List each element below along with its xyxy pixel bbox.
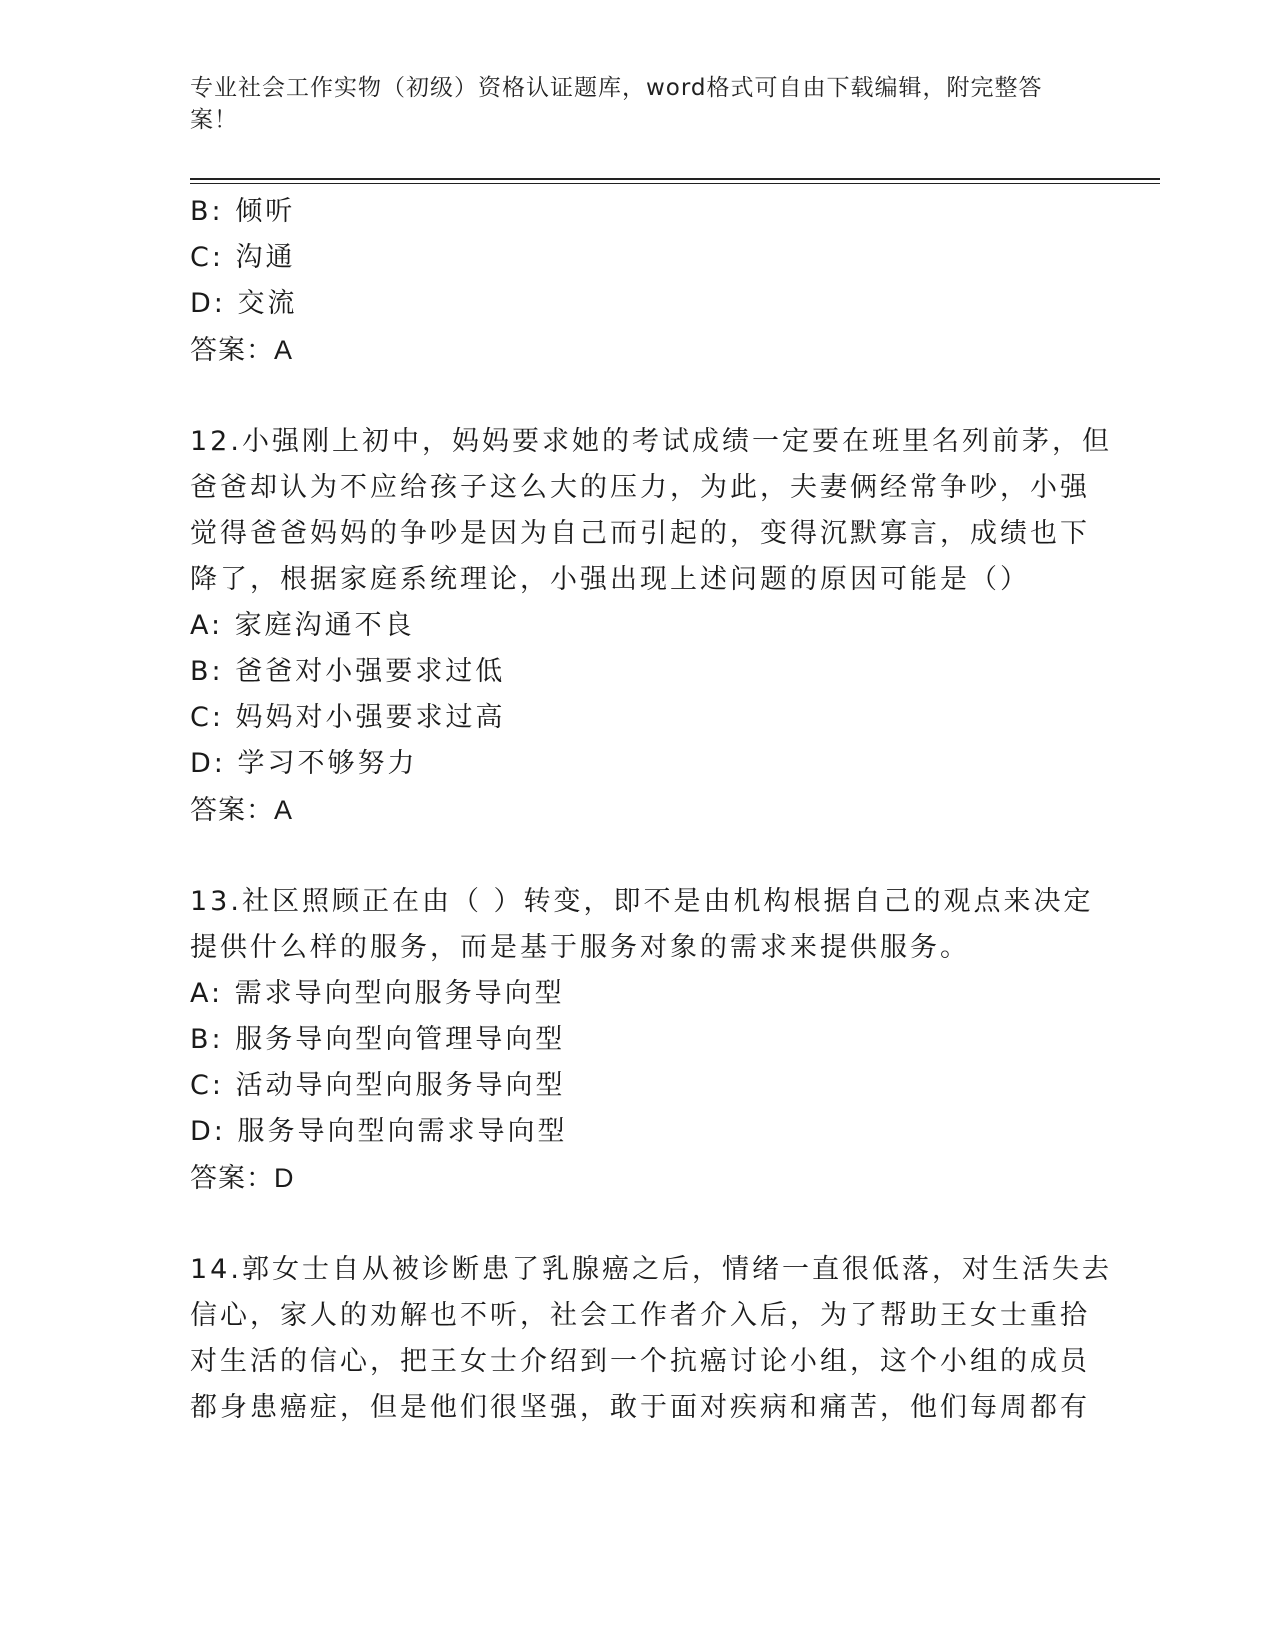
question-14 [190,1247,1112,1431]
option-c: C: 沟通 [190,242,296,273]
question-text-line: 14.郭女士自从被诊断患了乳腺癌之后，情绪一直很低落，对生活失去 [190,1254,1112,1285]
page-header [190,72,1070,136]
option-d: D: 交流 [190,288,298,319]
spacer [190,1201,1090,1247]
question-text-line: 对生活的信心，把王女士介绍到一个抗癌讨论小组，这个小组的成员 [190,1346,1090,1377]
question-11 [190,189,1090,373]
spacer [190,373,1090,419]
document-body [190,189,1112,1431]
question-text-line: 降了，根据家庭系统理论，小强出现上述问题的原因可能是（） [190,564,1030,595]
option-b: B: 倾听 [190,196,296,227]
answer: 答案：D [190,1163,295,1193]
answer: 答案：A [190,335,294,365]
header-divider-thick [190,178,1160,180]
question-text-line: 觉得爸爸妈妈的争吵是因为自己而引起的，变得沉默寡言，成绩也下 [190,518,1090,549]
question-text-line: 都身患癌症，但是他们很坚强，敢于面对疾病和痛苦，他们每周都有 [190,1392,1090,1423]
question-13 [190,879,1094,1201]
header-line-2: 案！ [190,107,238,133]
option-c: C: 活动导向型向服务导向型 [190,1070,566,1101]
header-divider-thin [190,183,1160,184]
option-d: D: 服务导向型向需求导向型 [190,1116,568,1147]
question-text-line: 提供什么样的服务，而是基于服务对象的需求来提供服务。 [190,932,970,963]
header-line-1: 专业社会工作实物（初级）资格认证题库，word格式可自由下载编辑，附完整答 [190,75,1043,101]
option-b: B: 服务导向型向管理导向型 [190,1024,566,1055]
question-text-line: 爸爸却认为不应给孩子这么大的压力，为此，夫妻俩经常争吵，小强 [190,472,1090,503]
spacer [190,833,1090,879]
option-a: A: 家庭沟通不良 [190,610,415,641]
option-c: C: 妈妈对小强要求过高 [190,702,506,733]
option-b: B: 爸爸对小强要求过低 [190,656,506,687]
option-d: D: 学习不够努力 [190,748,418,779]
answer: 答案：A [190,795,294,825]
option-a: A: 需求导向型向服务导向型 [190,978,565,1009]
question-12 [190,419,1112,833]
question-text-line: 12.小强刚上初中，妈妈要求她的考试成绩一定要在班里名列前茅，但 [190,426,1112,457]
question-text-line: 信心，家人的劝解也不听，社会工作者介入后，为了帮助王女士重拾 [190,1300,1090,1331]
question-text-line: 13.社区照顾正在由（ ）转变，即不是由机构根据自己的观点来决定 [190,886,1094,917]
